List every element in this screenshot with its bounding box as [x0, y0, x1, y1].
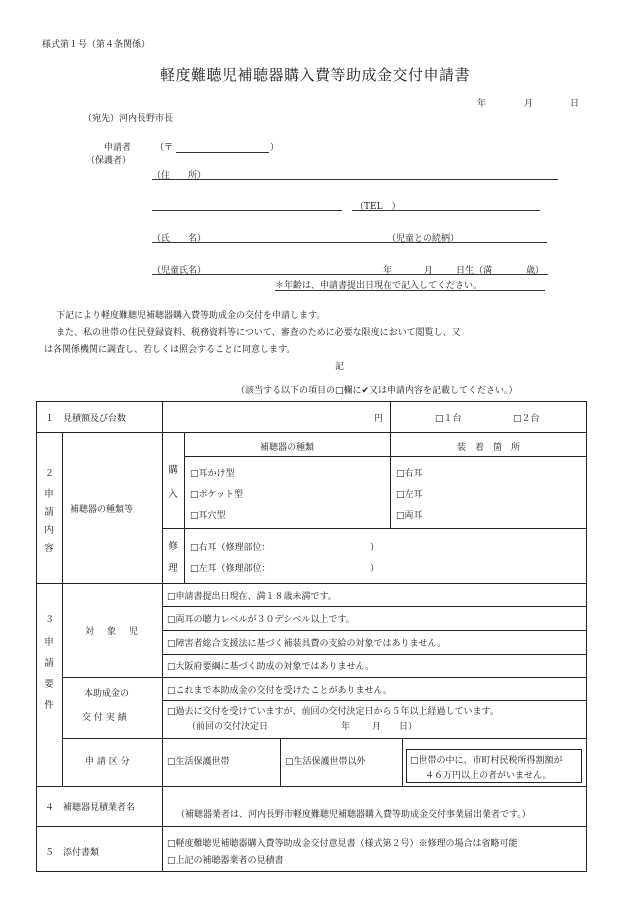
date-month[interactable]: 月 [524, 99, 534, 109]
target-label: 対 象 児 [85, 627, 141, 637]
history-item-2[interactable]: □過去に交付を受けていますが、前回の交付決定日から５年以上経過しています。 [167, 707, 499, 717]
s1-label: １ 見積額及び台数 [45, 414, 127, 424]
repair-right[interactable]: □右耳（修理部位： [190, 543, 271, 553]
place-option[interactable]: □左耳 [396, 490, 423, 500]
type-option[interactable]: □ポケット型 [190, 490, 244, 500]
category-option-3[interactable]: □世帯の中に、市町村民税所得割額が [410, 756, 563, 766]
intro-line-3: は各関係機関に調査し、若しくは照会することに同意します。 [44, 345, 296, 355]
intro-line-2: また、私の世帯の住民登録資料、税務資料等について、審査のために必要な限度において閲覧し、又 [56, 328, 461, 338]
repair-right-close: ） [370, 543, 380, 553]
address-label: （住 所） [152, 171, 207, 181]
addressee: （宛先）河内長野市長 [83, 114, 174, 124]
tel-field[interactable] [352, 210, 540, 211]
place-option[interactable]: □両耳 [396, 511, 423, 521]
intro-line-1: 下記により軽度難聴児補聴器購入費等助成金の交付を申請します。 [56, 311, 326, 321]
s2-num: ２ [45, 469, 55, 479]
page-title: 軽度難聴児補聴器購入費等助成金交付申請書 [159, 66, 470, 84]
child-name-label: （児童氏名） [152, 266, 207, 276]
target-item[interactable]: □障害者総合支援法に基づく補装具費の支給の対象ではありません。 [167, 639, 447, 649]
repair-left-close: ） [370, 564, 380, 574]
target-item[interactable]: □大阪府要綱に基づく助成の対象ではありません。 [167, 662, 375, 672]
guardian-label: （保護者） [86, 156, 132, 166]
s3-vertical-label: 申請要件 [44, 637, 54, 711]
history-label-1: 本助成金の [84, 689, 130, 699]
history-item-3: （前回の交付決定日 [187, 722, 269, 732]
birth-year: 年 [383, 266, 393, 276]
repair-left[interactable]: □左耳（修理部位： [190, 564, 271, 574]
target-item[interactable]: □申請書提出日現在、満１８歳未満です。 [167, 592, 337, 602]
name-field[interactable] [152, 242, 547, 243]
name-label: （氏 名） [152, 234, 207, 244]
category-option-1[interactable]: □生活保護世帯 [167, 757, 230, 767]
date-day[interactable]: 日 [570, 99, 580, 109]
s3-num: ３ [45, 615, 55, 625]
col-place-header: 装 着 箇 所 [456, 443, 520, 453]
address-field[interactable] [152, 179, 558, 180]
form-number: 様式第１号（第４条関係） [42, 40, 151, 50]
birth-day: 日生（満 [456, 266, 493, 276]
attachment-item-1[interactable]: □軽度難聴児補聴器購入費等助成金交付意見書（様式第２号）※修理の場合は省略可能 [167, 839, 518, 849]
repair-label: 修理 [168, 541, 178, 574]
history-day[interactable]: 日） [399, 722, 418, 732]
s4-note: （補聴器業者は、河内長野市軽度難聴児補聴器購入費等助成金交付事業届出業者です。） [176, 810, 531, 820]
s1-opt-1[interactable]: □１台 [435, 414, 462, 424]
address-field-2[interactable] [152, 210, 342, 211]
tel-label: （TEL ） [355, 202, 401, 212]
history-month[interactable]: 月 [372, 722, 382, 732]
age-note: ＊年齢は、申請書提出日現在で記入してください。 [275, 281, 483, 291]
s5-label: ５ 添付書類 [45, 848, 100, 858]
type-option[interactable]: □耳穴型 [190, 511, 226, 521]
category-label: 申 請 区 分 [85, 757, 130, 767]
target-item[interactable]: □両耳の聴力レベルが３０デシベル以上です。 [167, 615, 355, 625]
postal-label: （〒 [155, 143, 174, 153]
category-option-2[interactable]: □生活保護世帯以外 [285, 757, 366, 767]
category-option-3-line-2: ４６万円以上の者がいません。 [425, 771, 552, 781]
date-year[interactable]: 年 [477, 99, 487, 109]
attachment-item-2[interactable]: □上記の補聴器業者の見積書 [167, 856, 284, 866]
postal-close: ） [270, 143, 280, 153]
ki-heading: 記 [335, 362, 345, 372]
type-option[interactable]: □耳かけ型 [190, 469, 235, 479]
relation-label: （児童との続柄） [387, 234, 460, 244]
s1-opt-2[interactable]: □２台 [513, 414, 540, 424]
purchase-label: 購入 [168, 465, 178, 500]
history-year[interactable]: 年 [341, 722, 351, 732]
s1-yen: 円 [374, 414, 384, 424]
applicant-label: 申請者 [104, 143, 132, 153]
postal-field[interactable] [176, 152, 269, 153]
age: 歳） [526, 266, 545, 276]
s2-vertical-label: 申請内容 [44, 489, 54, 554]
history-item-1[interactable]: □これまで本助成金の交付を受けたことがありません。 [167, 686, 393, 696]
col-type-header: 補聴器の種類 [259, 443, 314, 453]
s2-label: 補聴器の種類等 [70, 505, 134, 515]
s4-label: ４ 補聴器見積業者名 [45, 803, 136, 813]
history-label-2: 交 付 実 績 [82, 713, 127, 723]
instruction: （該当する以下の項目の□欄に✔又は申請内容を記載してください。） [236, 386, 518, 396]
place-option[interactable]: □右耳 [396, 469, 423, 479]
age-note-underline [275, 290, 545, 291]
child-name-field[interactable] [152, 274, 548, 275]
birth-month: 月 [424, 266, 434, 276]
